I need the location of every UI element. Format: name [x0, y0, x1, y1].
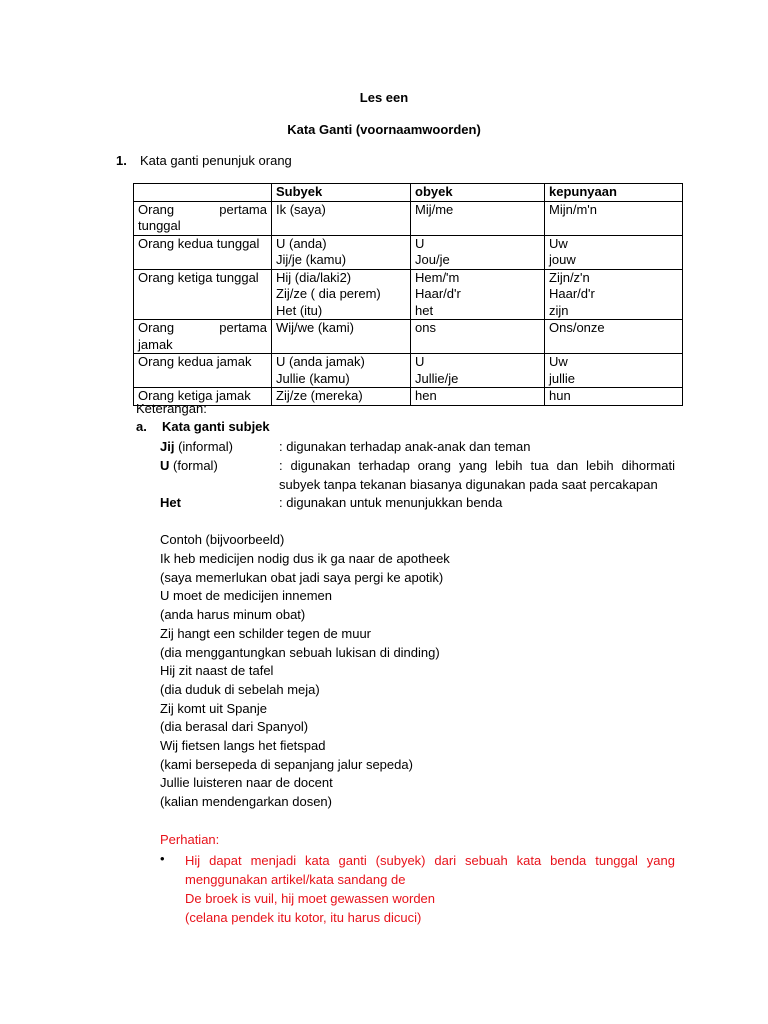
- cell-line: Mij/me: [415, 201, 454, 217]
- table-cell-subyek: [272, 269, 411, 320]
- cell-line: Mijn/m'n: [549, 201, 597, 217]
- cell-line: ons: [415, 320, 436, 335]
- cell-line: Ik (saya): [276, 201, 326, 217]
- cell-line: U: [415, 354, 425, 369]
- definition-desc: : digunakan terhadap anak-anak dan teman: [279, 439, 531, 454]
- header-cell: kepunyaan: [545, 184, 683, 202]
- example-line: (dia berasal dari Spanyol): [160, 719, 309, 735]
- table-cell-subyek: [272, 201, 411, 235]
- cell-line: Uw: [549, 235, 568, 251]
- cell-line: Hem/'m: [415, 269, 460, 285]
- attention-line: De broek is vuil, hij moet gewassen worden: [185, 891, 436, 906]
- cell-line: Hij (dia/laki2): [276, 269, 352, 285]
- table-cell-kepunyaan: [545, 320, 683, 354]
- header-cell: [134, 184, 272, 202]
- table-row: [134, 388, 683, 406]
- table-cell-obyek: [411, 201, 545, 235]
- cell-line: zijn: [549, 302, 569, 318]
- example-line: (kami bersepeda di sepanjang jalur sepeda): [160, 756, 413, 772]
- example-line: Zij komt uit Spanje: [160, 700, 267, 716]
- subsection-title: Kata ganti subjek: [162, 419, 270, 434]
- table-row: [134, 354, 683, 388]
- cell-line: U: [415, 235, 425, 251]
- cell-line: Zij/ze (mereka): [276, 388, 363, 403]
- cell-line: Jou/je: [415, 252, 450, 267]
- definition-note: (formal): [169, 458, 218, 473]
- definition-term: Jij: [160, 439, 175, 454]
- definition-desc: : digunakan untuk menunjukkan benda: [279, 495, 503, 510]
- section-title: Kata ganti penunjuk orang: [140, 153, 292, 168]
- table-cell-subyek: [272, 354, 411, 388]
- cell-line: het: [415, 302, 434, 318]
- cell-line: Orang kedua tunggal: [138, 235, 260, 251]
- example-line: Wij fietsen langs het fietspad: [160, 738, 326, 753]
- table-cell-obyek: [411, 320, 545, 354]
- cell-line: Orang ketiga jamak: [138, 388, 251, 403]
- cell-line: U (anda): [276, 235, 327, 251]
- cell-line: Jullie/je: [415, 370, 459, 386]
- cell-line: jullie: [549, 370, 576, 386]
- cell-line: Haar/d'r: [415, 286, 461, 301]
- example-line: Hij zit naast de tafel: [160, 663, 274, 679]
- example-line: (dia duduk di sebelah meja): [160, 681, 320, 697]
- table-cell-kepunyaan: [545, 354, 683, 388]
- table-cell-subyek: [272, 320, 411, 354]
- example-line: Ik heb medicijen nodig dus ik ga naar de apotheek: [160, 551, 450, 566]
- table-cell-obyek: [411, 235, 545, 269]
- attention-title: Perhatian:: [160, 832, 220, 847]
- cell-line: Wij/we (kami): [276, 320, 354, 335]
- pronoun-table: [133, 183, 683, 406]
- definition-desc: : digunakan terhadap orang yang lebih tua dan lebih dihormati subyek tanpa tekanan biasanya digunakan pada saat percakapan: [279, 458, 675, 492]
- example-line: Zij hangt een schilder tegen de muur: [160, 625, 372, 641]
- definition-term: U: [160, 458, 170, 473]
- cell-line: Haar/d'r: [549, 286, 595, 301]
- cell-line: Orang ketiga tunggal: [138, 269, 259, 285]
- table-cell-kepunyaan: [545, 269, 683, 320]
- row-label-cell: [134, 201, 272, 235]
- table-row: [134, 320, 683, 354]
- table-cell-kepunyaan: [545, 235, 683, 269]
- cell-line: Zijn/z'n: [549, 269, 590, 285]
- table-row: [134, 201, 683, 235]
- examples-title: Contoh (bijvoorbeeld): [160, 532, 285, 547]
- attention-bullet-text: Hij dapat menjadi kata ganti (subyek) dari sebuah kata benda tunggal yang menggunakan artikel/kata sandang de: [185, 853, 675, 887]
- cell-line: Ons/onze: [549, 320, 605, 335]
- table-cell-obyek: [411, 354, 545, 388]
- table-cell-obyek: [411, 388, 545, 406]
- table-cell-kepunyaan: [545, 201, 683, 235]
- cell-line: jamak: [138, 336, 173, 352]
- cell-line: U (anda jamak): [276, 354, 365, 369]
- table-cell-kepunyaan: [545, 388, 683, 406]
- example-line: (kalian mendengarkan dosen): [160, 794, 332, 810]
- cell-line: Uw: [549, 354, 568, 369]
- bullet-icon: •: [160, 851, 165, 866]
- header-cell: obyek: [411, 184, 545, 202]
- definition-term: Het: [160, 495, 181, 510]
- row-label-cell: [134, 354, 272, 388]
- cell-line: Orang pertama: [138, 320, 267, 335]
- cell-line: hun: [549, 388, 571, 403]
- keterangan-label: Keterangan:: [136, 401, 207, 416]
- example-line: Jullie luisteren naar de docent: [160, 775, 333, 791]
- subsection-label: a.: [136, 419, 147, 434]
- row-label-cell: [134, 320, 272, 354]
- attention-line: (celana pendek itu kotor, itu harus dicuci): [185, 910, 422, 925]
- subsection-heading: [136, 419, 270, 434]
- cell-line: tunggal: [138, 218, 181, 233]
- cell-line: Zij/ze ( dia perem): [276, 286, 381, 301]
- cell-line: hen: [415, 388, 437, 403]
- cell-line: Het (itu): [276, 302, 323, 318]
- header-cell: Subyek: [272, 184, 411, 202]
- definition-note: (informal): [174, 439, 233, 454]
- section-heading: [116, 153, 292, 168]
- example-line: U moet de medicijen innemen: [160, 588, 332, 604]
- cell-line: Jullie (kamu): [276, 370, 350, 386]
- table-row: [134, 269, 683, 320]
- cell-line: Orang kedua jamak: [138, 354, 252, 369]
- table-cell-subyek: [272, 235, 411, 269]
- example-line: (saya memerlukan obat jadi saya pergi ke apotik): [160, 569, 444, 585]
- row-label-cell: [134, 269, 272, 320]
- cell-line: Orang pertama: [138, 201, 267, 217]
- cell-line: Jij/je (kamu): [276, 252, 347, 267]
- row-label-cell: [134, 235, 272, 269]
- table-header-row: [134, 184, 683, 202]
- table-cell-subyek: [272, 388, 411, 406]
- doc-subtitle: Kata Ganti (voornaamwoorden): [287, 122, 481, 137]
- doc-title: Les een: [359, 90, 409, 105]
- section-number: 1.: [116, 153, 127, 168]
- example-line: (dia menggantungkan sebuah lukisan di dinding): [160, 644, 440, 660]
- table-body: [134, 201, 683, 405]
- table-cell-obyek: [411, 269, 545, 320]
- example-line: (anda harus minum obat): [160, 607, 306, 623]
- cell-line: jouw: [549, 252, 576, 267]
- table-row: [134, 235, 683, 269]
